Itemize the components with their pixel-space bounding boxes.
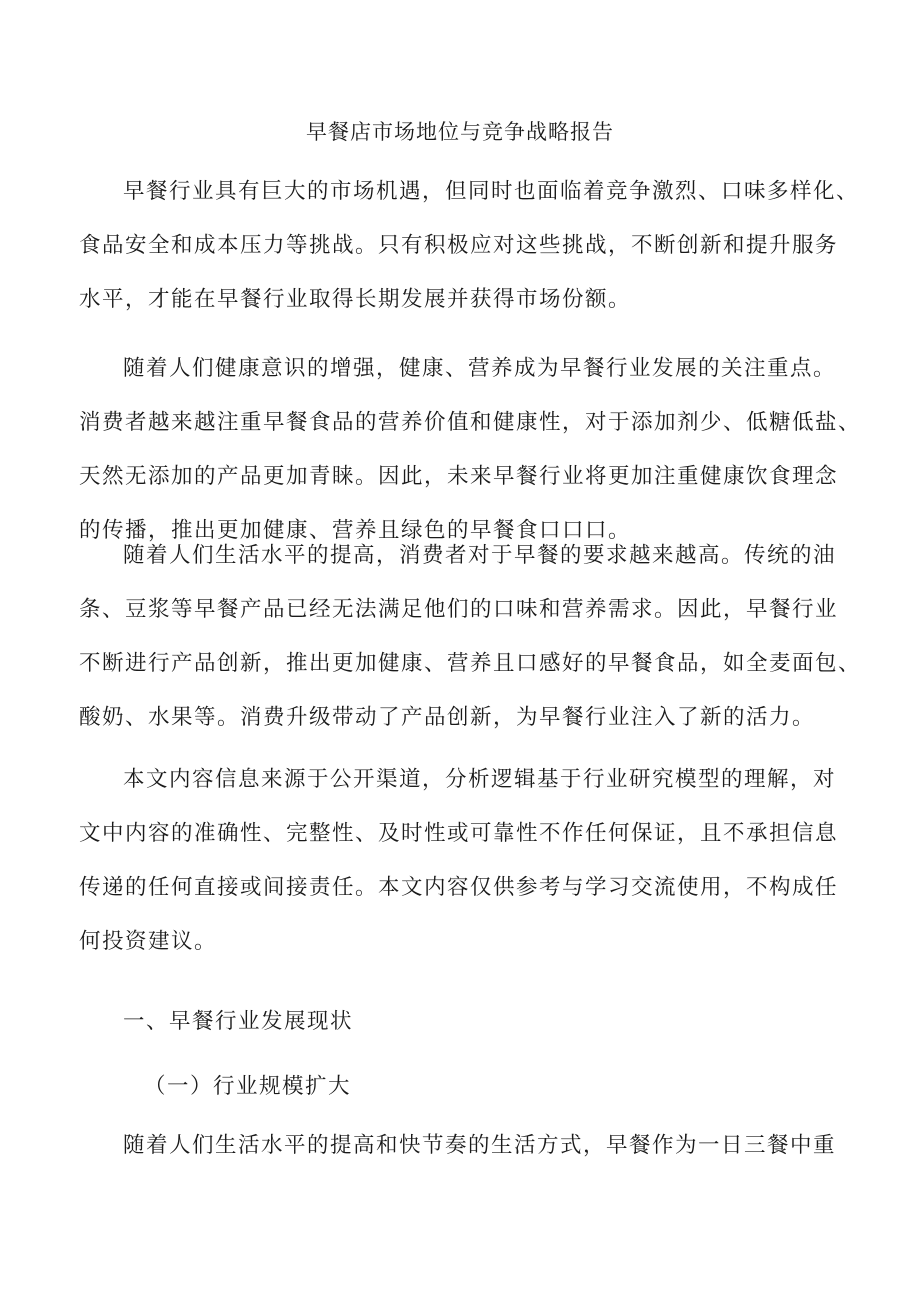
paragraph-line: 随着人们生活水平的提高和快节奏的生活方式，早餐作为一日三餐中重 xyxy=(123,1133,837,1158)
paragraph-line: 水平，才能在早餐行业取得长期发展并获得市场份额。 xyxy=(79,287,632,312)
paragraph-line: 文中内容的准确性、完整性、及时性或可靠性不作任何保证，且不承担信息 xyxy=(79,821,839,846)
paragraph-line: 的传播，推出更加健康、营养且绿色的早餐食口口口。 xyxy=(79,518,632,543)
paragraph-health-trend xyxy=(79,342,862,558)
paragraph-line: 何投资建议。 xyxy=(79,929,218,954)
paragraph-line: 不断进行产品创新，推出更加健康、营养且口感好的早餐食品，如全麦面包、 xyxy=(79,651,862,676)
paragraph-industry-scale xyxy=(79,1119,844,1173)
document-title: 早餐店市场地位与竞争战略报告 xyxy=(306,120,614,144)
subsection-heading: （一）行业规模扩大 xyxy=(144,1074,352,1099)
paragraph-disclaimer xyxy=(79,753,844,969)
paragraph-line: 随着人们生活水平的提高，消费者对于早餐的要求越来越高。传统的油 xyxy=(123,543,837,568)
paragraph-line: 消费者越来越注重早餐食品的营养价值和健康性，对于添加剂少、低糖低盐、 xyxy=(79,410,862,435)
paragraph-product-innovation xyxy=(79,529,862,745)
paragraph-line: 随着人们健康意识的增强，健康、营养成为早餐行业发展的关注重点。 xyxy=(123,356,837,381)
paragraph-line: 食品安全和成本压力等挑战。只有积极应对这些挑战，不断创新和提升服务 xyxy=(79,233,839,258)
paragraph-line: 酸奶、水果等。消费升级带动了产品创新，为早餐行业注入了新的活力。 xyxy=(79,705,816,730)
paragraph-line: 本文内容信息来源于公开渠道，分析逻辑基于行业研究模型的理解，对 xyxy=(123,767,837,792)
section-heading: 一、早餐行业发展现状 xyxy=(123,1009,354,1034)
paragraph-line: 天然无添加的产品更加青睐。因此，未来早餐行业将更加注重健康饮食理念 xyxy=(79,464,839,489)
paragraph-line: 条、豆浆等早餐产品已经无法满足他们的口味和营养需求。因此，早餐行业 xyxy=(79,597,839,622)
paragraph-line: 传递的任何直接或间接责任。本文内容仅供参考与学习交流使用，不构成任 xyxy=(79,875,839,900)
paragraph-line: 早餐行业具有巨大的市场机遇，但同时也面临着竞争激烈、口味多样化、 xyxy=(123,179,860,204)
paragraph-intro xyxy=(79,165,860,327)
